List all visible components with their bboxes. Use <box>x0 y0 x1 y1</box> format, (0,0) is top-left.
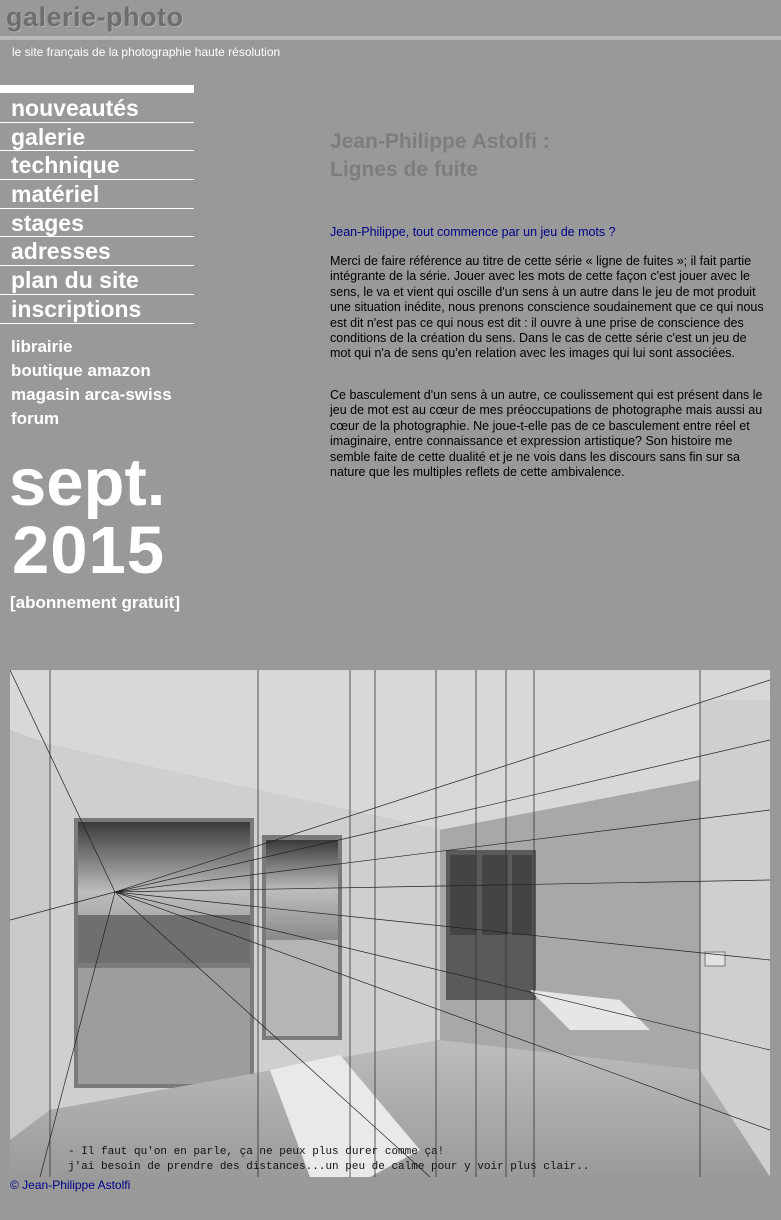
nav-link-boutique-amazon[interactable]: boutique amazon <box>11 361 151 380</box>
answer-paragraph-2: Ce basculement d'un sens à un autre, ce coulissement qui est présent dans le jeu de mot est au cœur de mes préoccupations de photographe mais aussi au cœur de la photographie. Ne joue-t-elle pas de ce basculement entre réel et imaginaire, entre connaissance et expression artistique? Son histoire me semble faite de cette dualité et je ne vois dans les discours sans fin sur sa nature que les multiples reflets de cette ambivalence. <box>330 388 763 480</box>
issue-year: 2015 <box>12 513 166 588</box>
photo-credit-link[interactable]: © Jean-Philippe Astolfi <box>10 1178 131 1192</box>
issue-month: sept. <box>9 445 166 520</box>
nav-item-nouveautes[interactable]: nouveautés <box>0 94 194 123</box>
photo-caption-line1: - Il faut qu'on en parle, ça ne peux plus durer comme ça! <box>68 1146 445 1158</box>
header-divider <box>0 36 781 40</box>
interview-question: Jean-Philippe, tout commence par un jeu de mots ? <box>330 225 616 239</box>
nav-item-plan-du-site[interactable]: plan du site <box>0 266 194 295</box>
site-tagline: le site français de la photographie haute résolution <box>12 45 281 59</box>
nav-item-adresses[interactable]: adresses <box>0 237 194 266</box>
nav-item-galerie[interactable]: galerie <box>0 123 194 152</box>
photo-caption-line2: j'ai besoin de prendre des distances...un peu de calme pour y voir plus clair.. <box>68 1161 590 1173</box>
answer-paragraph-1: Merci de faire référence au titre de cette série « ligne de fuites »; il fait partie intégrante de la série. Jouer avec les mots de cette façon c'est jouer avec le sens, le va et vient qui oscille d'un sens à un autre dans le jeu de mot produit une situation inédite, nous prenons conscience soudainement que ce qui nous est dit n'est pas ce qui nous est dit : il ouvre à une prise de conscience des conditions de la création du sens. Dans le cas de cette série c'est un jeu de mot qui n'a de sens qu'en relation avec les images qui lui sont associées. <box>330 254 764 361</box>
nav-item-stages[interactable]: stages <box>0 209 194 238</box>
subscribe-link[interactable]: [abonnement gratuit] <box>10 593 180 612</box>
nav-item-technique[interactable]: technique <box>0 151 194 180</box>
featured-photo <box>10 670 770 1177</box>
nav-link-forum[interactable]: forum <box>11 409 60 428</box>
nav-item-inscriptions[interactable]: inscriptions <box>0 295 194 324</box>
nav-link-librairie[interactable]: librairie <box>11 337 73 356</box>
main-navigation <box>0 94 194 324</box>
secondary-navigation <box>11 335 172 431</box>
article-title-line1: Jean-Philippe Astolfi : <box>330 130 550 153</box>
site-title[interactable]: galerie-photo <box>6 2 184 32</box>
article-title <box>330 128 550 184</box>
nav-link-magasin-arca-swiss[interactable]: magasin arca-swiss <box>11 385 172 404</box>
article-title-line2: Lignes de fuite <box>330 158 479 181</box>
nav-item-materiel[interactable]: matériel <box>0 180 194 209</box>
nav-top-bar <box>0 85 194 93</box>
